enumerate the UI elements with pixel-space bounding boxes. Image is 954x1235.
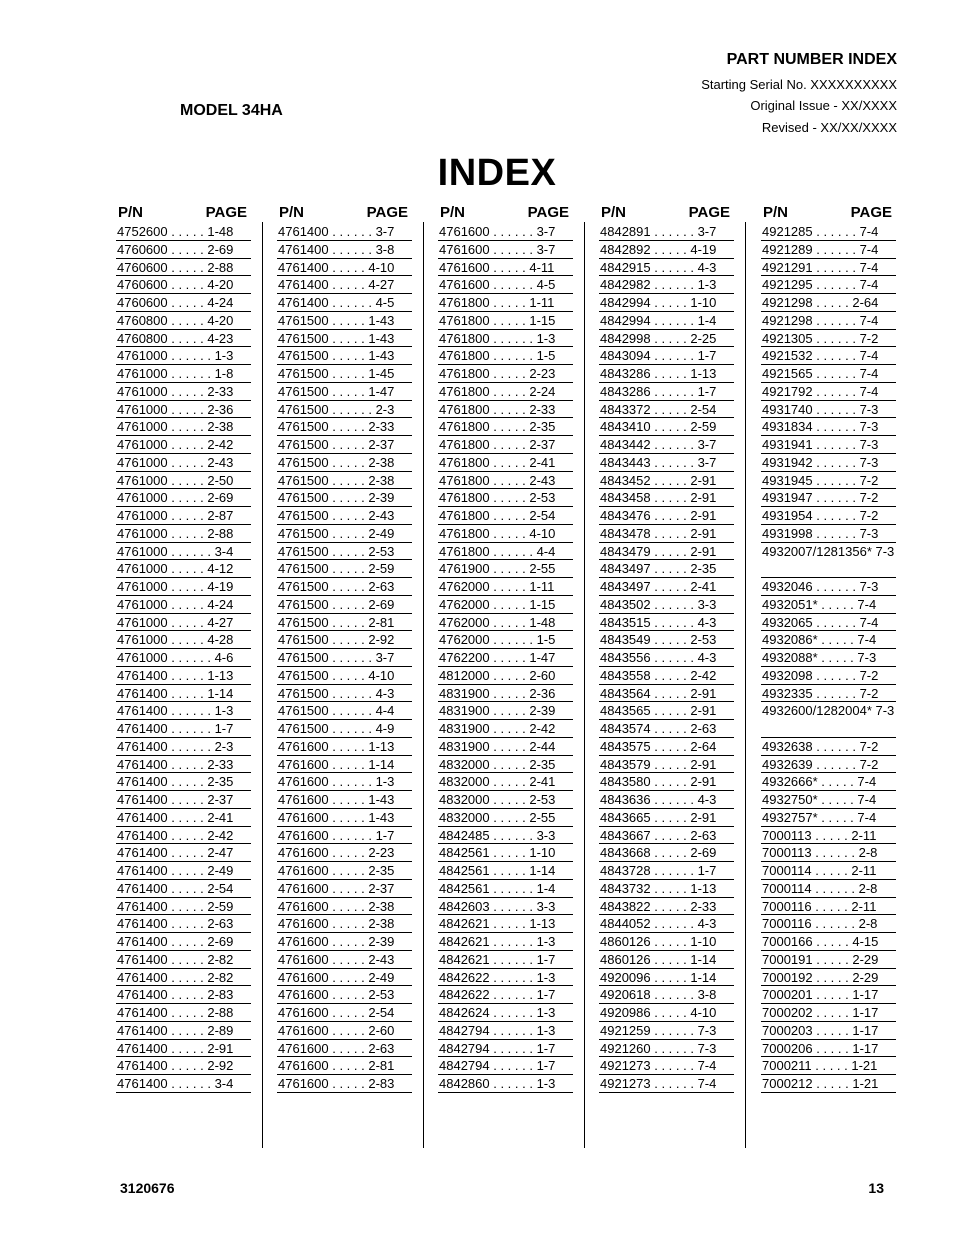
index-entry: 4761400 . . . . . 2-35 [116, 773, 251, 791]
index-entry: 4761600 . . . . . 2-81 [277, 1057, 412, 1075]
index-entry: 4761500 . . . . . 2-92 [277, 631, 412, 649]
index-entry: 4842891 . . . . . . 3-7 [599, 223, 734, 241]
index-entry: 4761400 . . . . . 1-13 [116, 667, 251, 685]
index-entry: 4761600 . . . . . . 3-7 [438, 241, 573, 259]
index-entry: 4760800 . . . . . 4-23 [116, 330, 251, 348]
index-entry: 4843286 . . . . . 1-13 [599, 365, 734, 383]
index-entry: 4832000 . . . . . 2-35 [438, 756, 573, 774]
index-entry: 4921298 . . . . . 2-64 [761, 294, 896, 312]
index-entry: 4761600 . . . . . 1-43 [277, 791, 412, 809]
index-entry: 4761400 . . . . . 2-88 [116, 1004, 251, 1022]
index-column [277, 204, 412, 1093]
index-entry: 4761000 . . . . . 4-28 [116, 631, 251, 649]
index-entry: 4843497 . . . . . 2-41 [599, 578, 734, 596]
index-entry: 4761800 . . . . . 4-10 [438, 525, 573, 543]
index-entry: 4761500 . . . . . 2-38 [277, 454, 412, 472]
index-entry: 7000114 . . . . . . 2-8 [761, 880, 896, 898]
index-entry: 4761600 . . . . . 2-35 [277, 862, 412, 880]
index-entry: 4761500 . . . . . 2-33 [277, 418, 412, 436]
column-divider [584, 222, 585, 1148]
index-entry: 7000201 . . . . . 1-17 [761, 986, 896, 1004]
index-entry: 7000113 . . . . . 2-11 [761, 827, 896, 845]
index-entry: 4842624 . . . . . . 1-3 [438, 1004, 573, 1022]
index-entry: 4931942 . . . . . . 7-3 [761, 454, 896, 472]
index-entry: 4761600 . . . . . . 3-7 [438, 223, 573, 241]
index-entry: 4921289 . . . . . . 7-4 [761, 241, 896, 259]
index-entry: 4761600 . . . . . 1-43 [277, 809, 412, 827]
column-header [116, 204, 251, 223]
original-issue-line: Original Issue - XX/XXXX [750, 98, 897, 113]
index-entry: 4761500 . . . . . 2-39 [277, 489, 412, 507]
index-entry: 4842892 . . . . . 4-19 [599, 241, 734, 259]
header-title: PART NUMBER INDEX [726, 51, 897, 68]
index-entry: 4761400 . . . . . . 3-4 [116, 1075, 251, 1093]
index-entry: 4842561 . . . . . 1-14 [438, 862, 573, 880]
index-entry: 4843286 . . . . . . 1-7 [599, 383, 734, 401]
index-entry: 4761800 . . . . . 2-53 [438, 489, 573, 507]
index-entry: 4932051* . . . . . 7-4 [761, 596, 896, 614]
index-entry: 4761400 . . . . . 4-10 [277, 259, 412, 277]
index-entry: 4932007/1281356* 7-3 [761, 543, 896, 579]
index-entry: 4761500 . . . . . . 4-9 [277, 720, 412, 738]
index-entry: 4843564 . . . . . 2-91 [599, 685, 734, 703]
index-entry: 4761600 . . . . . 2-39 [277, 933, 412, 951]
index-entry: 4843478 . . . . . 2-91 [599, 525, 734, 543]
index-entry: 4761000 . . . . . 4-12 [116, 560, 251, 578]
index-entry: 4843574 . . . . . 2-63 [599, 720, 734, 738]
index-entry: 4761000 . . . . . 2-50 [116, 472, 251, 490]
index-entry: 4761400 . . . . . 2-63 [116, 915, 251, 933]
index-entry: 4842621 . . . . . 1-13 [438, 915, 573, 933]
index-entry: 4762000 . . . . . 1-11 [438, 578, 573, 596]
index-entry: 4843410 . . . . . 2-59 [599, 418, 734, 436]
index-entry: 4761800 . . . . . 2-23 [438, 365, 573, 383]
index-entry: 4761000 . . . . . 2-88 [116, 525, 251, 543]
index-entry: 4932666* . . . . . 7-4 [761, 773, 896, 791]
column-header [277, 204, 412, 223]
index-entry: 4921273 . . . . . . 7-4 [599, 1075, 734, 1093]
index-entry: 4843476 . . . . . 2-91 [599, 507, 734, 525]
index-entry: 4932750* . . . . . 7-4 [761, 791, 896, 809]
index-entry: 4761800 . . . . . 2-37 [438, 436, 573, 454]
column-header [599, 204, 734, 223]
column-header [761, 204, 896, 223]
index-entry: 4761000 . . . . . . 1-8 [116, 365, 251, 383]
index-entry: 4761500 . . . . . 2-53 [277, 543, 412, 561]
index-entry: 4931945 . . . . . . 7-2 [761, 472, 896, 490]
index-entry: 4761500 . . . . . . 2-3 [277, 401, 412, 419]
index-entry: 4761500 . . . . . 1-43 [277, 347, 412, 365]
revised-line: Revised - XX/XX/XXXX [761, 120, 897, 135]
index-entry: 4921298 . . . . . . 7-4 [761, 312, 896, 330]
serial-line: Starting Serial No. XXXXXXXXXX [701, 77, 897, 92]
index-entry: 4761500 . . . . . 1-43 [277, 312, 412, 330]
index-entry: 7000206 . . . . . 1-17 [761, 1040, 896, 1058]
page-header: PAGE [688, 204, 730, 221]
index-entry: 4761000 . . . . . 2-87 [116, 507, 251, 525]
index-entry: 4761000 . . . . . 4-19 [116, 578, 251, 596]
index-entry: 4761000 . . . . . . 1-3 [116, 347, 251, 365]
page-number: 13 [868, 1180, 884, 1196]
index-entry: 4843502 . . . . . . 3-3 [599, 596, 734, 614]
index-entry: 4761800 . . . . . 2-24 [438, 383, 573, 401]
index-entry: 4931834 . . . . . . 7-3 [761, 418, 896, 436]
index-entry: 4761400 . . . . . 4-27 [277, 276, 412, 294]
pn-header: P/N [601, 204, 627, 221]
index-entry: 4921305 . . . . . . 7-2 [761, 330, 896, 348]
index-entry: 4761600 . . . . . 1-13 [277, 738, 412, 756]
index-entry: 4762000 . . . . . . 1-5 [438, 631, 573, 649]
index-column [599, 204, 734, 1093]
index-entry: 4761400 . . . . . 1-14 [116, 685, 251, 703]
index-entry: 4761800 . . . . . 2-43 [438, 472, 573, 490]
index-entry: 4761800 . . . . . 2-54 [438, 507, 573, 525]
index-entry: 4842982 . . . . . . 1-3 [599, 276, 734, 294]
pn-header: P/N [279, 204, 305, 221]
index-entry: 4843665 . . . . . 2-91 [599, 809, 734, 827]
index-entry: 4761800 . . . . . . 1-3 [438, 330, 573, 348]
index-entry: 4761500 . . . . . 2-81 [277, 614, 412, 632]
index-entry: 4761800 . . . . . 2-41 [438, 454, 573, 472]
index-entry: 4932088* . . . . . 7-3 [761, 649, 896, 667]
index-entry: 4921295 . . . . . . 7-4 [761, 276, 896, 294]
index-entry: 4842998 . . . . . 2-25 [599, 330, 734, 348]
index-entry: 4932600/1282004* 7-3 [761, 702, 896, 738]
index-entry: 4761400 . . . . . 2-54 [116, 880, 251, 898]
document-number: 3120676 [120, 1180, 175, 1196]
index-entry: 4761400 . . . . . 2-69 [116, 933, 251, 951]
index-entry: 4761000 . . . . . 4-27 [116, 614, 251, 632]
index-entry: 4931941 . . . . . . 7-3 [761, 436, 896, 454]
index-entry: 4761400 . . . . . 2-33 [116, 756, 251, 774]
index-entry: 4761000 . . . . . 2-42 [116, 436, 251, 454]
index-entry: 4761800 . . . . . . 4-4 [438, 543, 573, 561]
index-entry: 4843732 . . . . . 1-13 [599, 880, 734, 898]
page-header: PAGE [850, 204, 892, 221]
index-entry: 4843575 . . . . . 2-64 [599, 738, 734, 756]
index-entry: 4761600 . . . . . 2-37 [277, 880, 412, 898]
index-entry: 4761400 . . . . . 2-41 [116, 809, 251, 827]
index-entry: 7000202 . . . . . 1-17 [761, 1004, 896, 1022]
index-entry: 4831900 . . . . . 2-39 [438, 702, 573, 720]
index-entry: 4842561 . . . . . 1-10 [438, 844, 573, 862]
index-entry: 4832000 . . . . . 2-41 [438, 773, 573, 791]
index-entry: 4842794 . . . . . . 1-7 [438, 1040, 573, 1058]
column-divider [745, 222, 746, 1148]
index-entry: 4842622 . . . . . . 1-3 [438, 969, 573, 987]
index-entry: 4761800 . . . . . . 1-5 [438, 347, 573, 365]
index-entry: 4761600 . . . . . 1-14 [277, 756, 412, 774]
index-entry: 4761600 . . . . . . 1-3 [277, 773, 412, 791]
index-entry: 4843558 . . . . . 2-42 [599, 667, 734, 685]
index-entry: 4761400 . . . . . . 1-7 [116, 720, 251, 738]
index-entry: 4761500 . . . . . 4-10 [277, 667, 412, 685]
index-entry: 4842621 . . . . . . 1-7 [438, 951, 573, 969]
index-entry: 4842794 . . . . . . 1-3 [438, 1022, 573, 1040]
index-entry: 4843822 . . . . . 2-33 [599, 898, 734, 916]
index-entry: 4761400 . . . . . 2-82 [116, 951, 251, 969]
index-entry: 4842860 . . . . . . 1-3 [438, 1075, 573, 1093]
index-entry: 4752600 . . . . . 1-48 [116, 223, 251, 241]
index-entry: 4761800 . . . . . 2-33 [438, 401, 573, 419]
index-entry: 7000116 . . . . . . 2-8 [761, 915, 896, 933]
page-header: PAGE [366, 204, 408, 221]
index-entry: 4932757* . . . . . 7-4 [761, 809, 896, 827]
index-entry: 4760600 . . . . . 4-24 [116, 294, 251, 312]
index-entry: 7000116 . . . . . 2-11 [761, 898, 896, 916]
index-entry: 4842994 . . . . . . 1-4 [599, 312, 734, 330]
index-entry: 4761600 . . . . . 2-23 [277, 844, 412, 862]
index-column [761, 204, 896, 1093]
index-entry: 4842622 . . . . . . 1-7 [438, 986, 573, 1004]
index-entry: 4761500 . . . . . 2-37 [277, 436, 412, 454]
index-entry: 4921792 . . . . . . 7-4 [761, 383, 896, 401]
index-entry: 4843580 . . . . . 2-91 [599, 773, 734, 791]
index-entry: 4761000 . . . . . 2-36 [116, 401, 251, 419]
index-entry: 4761000 . . . . . 4-24 [116, 596, 251, 614]
index-entry: 4761400 . . . . . 2-59 [116, 898, 251, 916]
page-header: PAGE [527, 204, 569, 221]
index-entry: 4761500 . . . . . 2-43 [277, 507, 412, 525]
index-entry: 4761400 . . . . . . 3-8 [277, 241, 412, 259]
index-entry: 7000114 . . . . . 2-11 [761, 862, 896, 880]
index-entry: 4761500 . . . . . 1-43 [277, 330, 412, 348]
index-entry: 7000203 . . . . . 1-17 [761, 1022, 896, 1040]
index-entry: 4843442 . . . . . . 3-7 [599, 436, 734, 454]
index-entry: 4931947 . . . . . . 7-2 [761, 489, 896, 507]
index-entry: 7000191 . . . . . 2-29 [761, 951, 896, 969]
index-entry: 4761400 . . . . . 2-42 [116, 827, 251, 845]
index-entry: 4843372 . . . . . 2-54 [599, 401, 734, 419]
index-entry: 4761600 . . . . . 2-63 [277, 1040, 412, 1058]
index-entry: 4760600 . . . . . 4-20 [116, 276, 251, 294]
index-title: INDEX [437, 152, 557, 194]
index-entry: 4761000 . . . . . 2-43 [116, 454, 251, 472]
index-entry: 4761000 . . . . . . 4-6 [116, 649, 251, 667]
index-entry: 4932638 . . . . . . 7-2 [761, 738, 896, 756]
index-entry: 4761500 . . . . . 2-69 [277, 596, 412, 614]
index-entry: 4761500 . . . . . 2-49 [277, 525, 412, 543]
index-entry: 4860126 . . . . . 1-10 [599, 933, 734, 951]
index-entry: 4920986 . . . . . 4-10 [599, 1004, 734, 1022]
index-entry: 4761500 . . . . . 2-38 [277, 472, 412, 490]
index-entry: 4761600 . . . . . 2-83 [277, 1075, 412, 1093]
index-entry: 4831900 . . . . . 2-36 [438, 685, 573, 703]
index-entry: 4761400 . . . . . 2-37 [116, 791, 251, 809]
index-entry: 4832000 . . . . . 2-53 [438, 791, 573, 809]
index-entry: 4860126 . . . . . 1-14 [599, 951, 734, 969]
index-entry: 4761500 . . . . . . 4-4 [277, 702, 412, 720]
index-entry: 4843636 . . . . . . 4-3 [599, 791, 734, 809]
column-divider [262, 222, 263, 1148]
index-entry: 4762200 . . . . . 1-47 [438, 649, 573, 667]
index-entry: 4761500 . . . . . 2-63 [277, 578, 412, 596]
index-entry: 4761000 . . . . . 2-38 [116, 418, 251, 436]
index-entry: 4843515 . . . . . . 4-3 [599, 614, 734, 632]
index-entry: 4843443 . . . . . . 3-7 [599, 454, 734, 472]
index-column [116, 204, 251, 1093]
index-entry: 4843579 . . . . . 2-91 [599, 756, 734, 774]
index-entry: 4761600 . . . . . 2-43 [277, 951, 412, 969]
index-entry: 7000166 . . . . . 4-15 [761, 933, 896, 951]
index-entry: 4761400 . . . . . 2-82 [116, 969, 251, 987]
index-entry: 4843479 . . . . . 2-91 [599, 543, 734, 561]
index-entry: 4843497 . . . . . 2-35 [599, 560, 734, 578]
index-entry: 4760600 . . . . . 2-88 [116, 259, 251, 277]
pn-header: P/N [763, 204, 789, 221]
index-entry: 4842794 . . . . . . 1-7 [438, 1057, 573, 1075]
index-entry: 4843556 . . . . . . 4-3 [599, 649, 734, 667]
index-entry: 4843668 . . . . . 2-69 [599, 844, 734, 862]
index-entry: 4761600 . . . . . 2-38 [277, 915, 412, 933]
index-entry: 4921291 . . . . . . 7-4 [761, 259, 896, 277]
index-entry: 4761600 . . . . . 2-53 [277, 986, 412, 1004]
index-entry: 4762000 . . . . . 1-48 [438, 614, 573, 632]
index-entry: 4931740 . . . . . . 7-3 [761, 401, 896, 419]
index-entry: 4761900 . . . . . 2-55 [438, 560, 573, 578]
index-entry: 4761500 . . . . . 1-47 [277, 383, 412, 401]
column-divider [423, 222, 424, 1148]
index-entry: 4932335 . . . . . . 7-2 [761, 685, 896, 703]
column-header [438, 204, 573, 223]
index-entry: 4932098 . . . . . . 7-2 [761, 667, 896, 685]
index-entry: 4843458 . . . . . 2-91 [599, 489, 734, 507]
index-entry: 4843549 . . . . . 2-53 [599, 631, 734, 649]
index-entry: 4760800 . . . . . 4-20 [116, 312, 251, 330]
index-entry: 4761400 . . . . . 2-91 [116, 1040, 251, 1058]
index-entry: 4921260 . . . . . . 7-3 [599, 1040, 734, 1058]
index-entry: 4761500 . . . . . . 3-7 [277, 649, 412, 667]
index-entry: 4761600 . . . . . 2-54 [277, 1004, 412, 1022]
index-entry: 4921273 . . . . . . 7-4 [599, 1057, 734, 1075]
index-entry: 4761400 . . . . . 2-49 [116, 862, 251, 880]
index-entry: 4761600 . . . . . . 4-5 [438, 276, 573, 294]
index-entry: 4931954 . . . . . . 7-2 [761, 507, 896, 525]
pn-header: P/N [118, 204, 144, 221]
index-entry: 4761000 . . . . . 2-69 [116, 489, 251, 507]
index-entry: 7000192 . . . . . 2-29 [761, 969, 896, 987]
index-entry: 4761000 . . . . . . 3-4 [116, 543, 251, 561]
index-entry: 4761400 . . . . . 2-47 [116, 844, 251, 862]
index-entry: 4761600 . . . . . 4-11 [438, 259, 573, 277]
index-entry: 4832000 . . . . . 2-55 [438, 809, 573, 827]
index-entry: 4761400 . . . . . 2-89 [116, 1022, 251, 1040]
index-entry: 7000212 . . . . . 1-21 [761, 1075, 896, 1093]
index-entry: 4761600 . . . . . 2-49 [277, 969, 412, 987]
index-entry: 4761800 . . . . . 1-15 [438, 312, 573, 330]
index-entry: 4842915 . . . . . . 4-3 [599, 259, 734, 277]
index-entry: 4761600 . . . . . 2-60 [277, 1022, 412, 1040]
index-entry: 4761400 . . . . . . 3-7 [277, 223, 412, 241]
index-entry: 4843452 . . . . . 2-91 [599, 472, 734, 490]
index-entry: 4762000 . . . . . 1-15 [438, 596, 573, 614]
index-entry: 4831900 . . . . . 2-44 [438, 738, 573, 756]
index-entry: 4921259 . . . . . . 7-3 [599, 1022, 734, 1040]
page-header: PAGE [205, 204, 247, 221]
index-entry: 7000211 . . . . . 1-21 [761, 1057, 896, 1075]
index-entry: 4761400 . . . . . . 4-5 [277, 294, 412, 312]
index-entry: 4812000 . . . . . 2-60 [438, 667, 573, 685]
index-entry: 4842603 . . . . . . 3-3 [438, 898, 573, 916]
index-entry: 7000113 . . . . . . 2-8 [761, 844, 896, 862]
index-entry: 4761600 . . . . . . 1-7 [277, 827, 412, 845]
index-column [438, 204, 573, 1093]
index-entry: 4761800 . . . . . 1-11 [438, 294, 573, 312]
index-entry: 4761000 . . . . . 2-33 [116, 383, 251, 401]
index-entry: 4921532 . . . . . . 7-4 [761, 347, 896, 365]
index-entry: 4761500 . . . . . 2-59 [277, 560, 412, 578]
index-entry: 4842621 . . . . . . 1-3 [438, 933, 573, 951]
index-entry: 4844052 . . . . . . 4-3 [599, 915, 734, 933]
index-entry: 4842561 . . . . . . 1-4 [438, 880, 573, 898]
index-entry: 4932086* . . . . . 7-4 [761, 631, 896, 649]
index-entry: 4843565 . . . . . 2-91 [599, 702, 734, 720]
index-entry: 4931998 . . . . . . 7-3 [761, 525, 896, 543]
index-entry: 4843094 . . . . . . 1-7 [599, 347, 734, 365]
index-entry: 4920618 . . . . . . 3-8 [599, 986, 734, 1004]
index-entry: 4761600 . . . . . 2-38 [277, 898, 412, 916]
index-entry: 4761400 . . . . . . 2-3 [116, 738, 251, 756]
index-entry: 4761400 . . . . . . 1-3 [116, 702, 251, 720]
index-entry: 4761500 . . . . . . 4-3 [277, 685, 412, 703]
index-entry: 4843667 . . . . . 2-63 [599, 827, 734, 845]
index-entry: 4920096 . . . . . 1-14 [599, 969, 734, 987]
index-entry: 4761400 . . . . . 2-83 [116, 986, 251, 1004]
index-entry: 4761500 . . . . . 1-45 [277, 365, 412, 383]
index-entry: 4843728 . . . . . . 1-7 [599, 862, 734, 880]
index-entry: 4761400 . . . . . 2-92 [116, 1057, 251, 1075]
index-entry: 4760600 . . . . . 2-69 [116, 241, 251, 259]
index-entry: 4842485 . . . . . . 3-3 [438, 827, 573, 845]
index-entry: 4932046 . . . . . . 7-3 [761, 578, 896, 596]
index-entry: 4921565 . . . . . . 7-4 [761, 365, 896, 383]
index-entry: 4932639 . . . . . . 7-2 [761, 756, 896, 774]
index-entry: 4761800 . . . . . 2-35 [438, 418, 573, 436]
index-entry: 4831900 . . . . . 2-42 [438, 720, 573, 738]
pn-header: P/N [440, 204, 466, 221]
index-entry: 4921285 . . . . . . 7-4 [761, 223, 896, 241]
index-entry: 4932065 . . . . . . 7-4 [761, 614, 896, 632]
model-label: MODEL 34HA [180, 102, 283, 119]
index-entry: 4842994 . . . . . 1-10 [599, 294, 734, 312]
